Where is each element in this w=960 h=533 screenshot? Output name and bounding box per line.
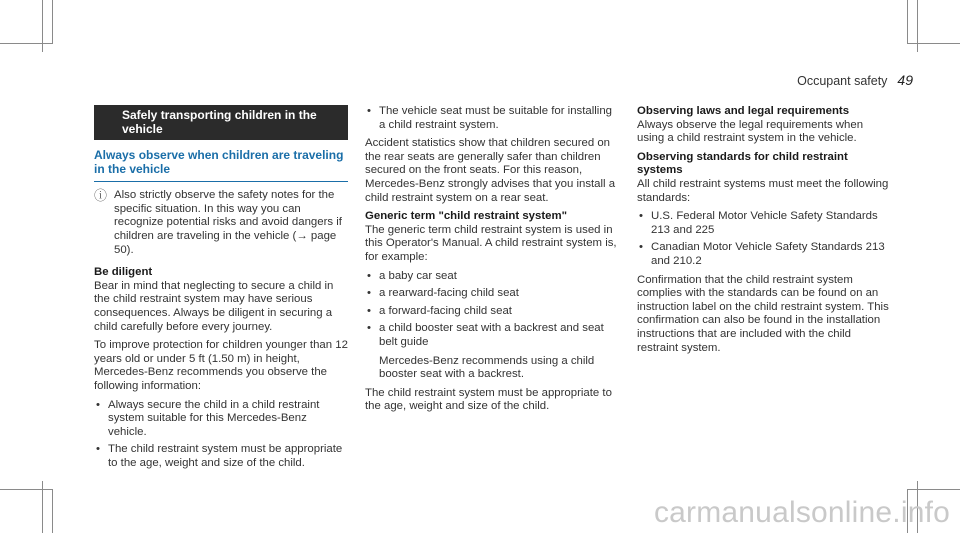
list-item: • Always secure the child in a child restraint system suitable for this Mercedes-Benz vehicle. (94, 399, 348, 440)
section-title: Occupant safety (797, 74, 888, 88)
info-icon: ⓘ (94, 188, 108, 204)
crop-mark (908, 489, 960, 490)
crop-mark (908, 43, 960, 44)
paragraph: Accident statistics show that children secured on the rear seats are generally safer than children secured on the front seats. For this reason, Mercedes-Benz strongly advises that you install a child restraint system on a rear seat. (365, 137, 616, 204)
list-item: • Canadian Motor Vehicle Safety Standards 213 and 210.2 (637, 241, 893, 268)
watermark: carmanualsonline.info (653, 496, 950, 529)
crop-mark (917, 0, 918, 52)
list-item: • a child booster seat with a backrest and seat belt guide (365, 322, 620, 349)
paragraph: The generic term child restraint system is used in this Operator's Manual. A child restraint system is, for example: (365, 223, 617, 263)
heading-be-diligent: Be diligent (94, 266, 153, 279)
list-item: • U.S. Federal Motor Vehicle Safety Standards 213 and 225 (637, 210, 893, 237)
running-header (797, 72, 913, 88)
info-note (94, 189, 348, 262)
crop-mark (52, 0, 53, 44)
bullet-list (637, 210, 893, 268)
crop-mark (0, 489, 52, 490)
crop-mark (42, 481, 43, 533)
crop-mark (907, 0, 908, 44)
paragraph: To improve protection for children younger than 12 years old or under 5 ft (1.50 m) in height, Mercedes-Benz recommends you observe the following information: (94, 339, 348, 392)
paragraph: All child restraint systems must meet the following standards: (637, 177, 889, 204)
bullet-list (365, 270, 620, 350)
indented-note: Mercedes-Benz recommends using a child booster seat with a backrest. (379, 354, 595, 381)
heading-generic-term: Generic term "child restraint system" (365, 210, 567, 223)
heading-standards: Observing standards for child restraint systems (637, 150, 848, 177)
list-item: • a forward-facing child seat (365, 305, 620, 319)
crop-mark (0, 43, 52, 44)
section-banner: Safely transporting children in the vehicle (94, 105, 348, 140)
list-item: • The vehicle seat must be suitable for installing a child restraint system. (365, 105, 620, 132)
bullet-list (365, 105, 620, 132)
title-rule (94, 181, 348, 182)
column-left (94, 105, 348, 475)
list-item: • The child restraint system must be appropriate to the age, weight and size of the child. (94, 443, 348, 470)
heading-laws: Observing laws and legal requirements (637, 105, 850, 117)
bullet-list (94, 399, 348, 471)
crop-mark (42, 0, 43, 52)
paragraph: Confirmation that the child restraint system complies with the standards can be found on an instruction label on the child restraint system. This confirmation can also be found in the installation instructions that are included with the child restraint system. (637, 273, 889, 354)
list-item: • a rearward-facing child seat (365, 287, 620, 301)
note-text: Also strictly observe the safety notes for the specific situation. In this way you can recognize potential risks and avoid dangers if children are traveling in the vehicle (→ page 50). (114, 189, 342, 256)
paragraph: The child restraint system must be appropriate to the age, weight and size of the child. (365, 386, 612, 413)
list-item: • a baby car seat (365, 270, 620, 284)
crop-mark (52, 489, 53, 533)
subsection-title: Always observe when children are traveling in the vehicle (94, 148, 344, 177)
paragraph: Always observe the legal requirements when using a child restraint system in the vehicle. (637, 118, 864, 145)
paragraph: Bear in mind that neglecting to secure a child in the child restraint system may have serious consequences. Always be diligent in securing a child carefully before every journey. (94, 279, 334, 333)
page-number: 49 (897, 72, 913, 88)
column-right (637, 105, 893, 360)
column-middle (365, 105, 620, 419)
